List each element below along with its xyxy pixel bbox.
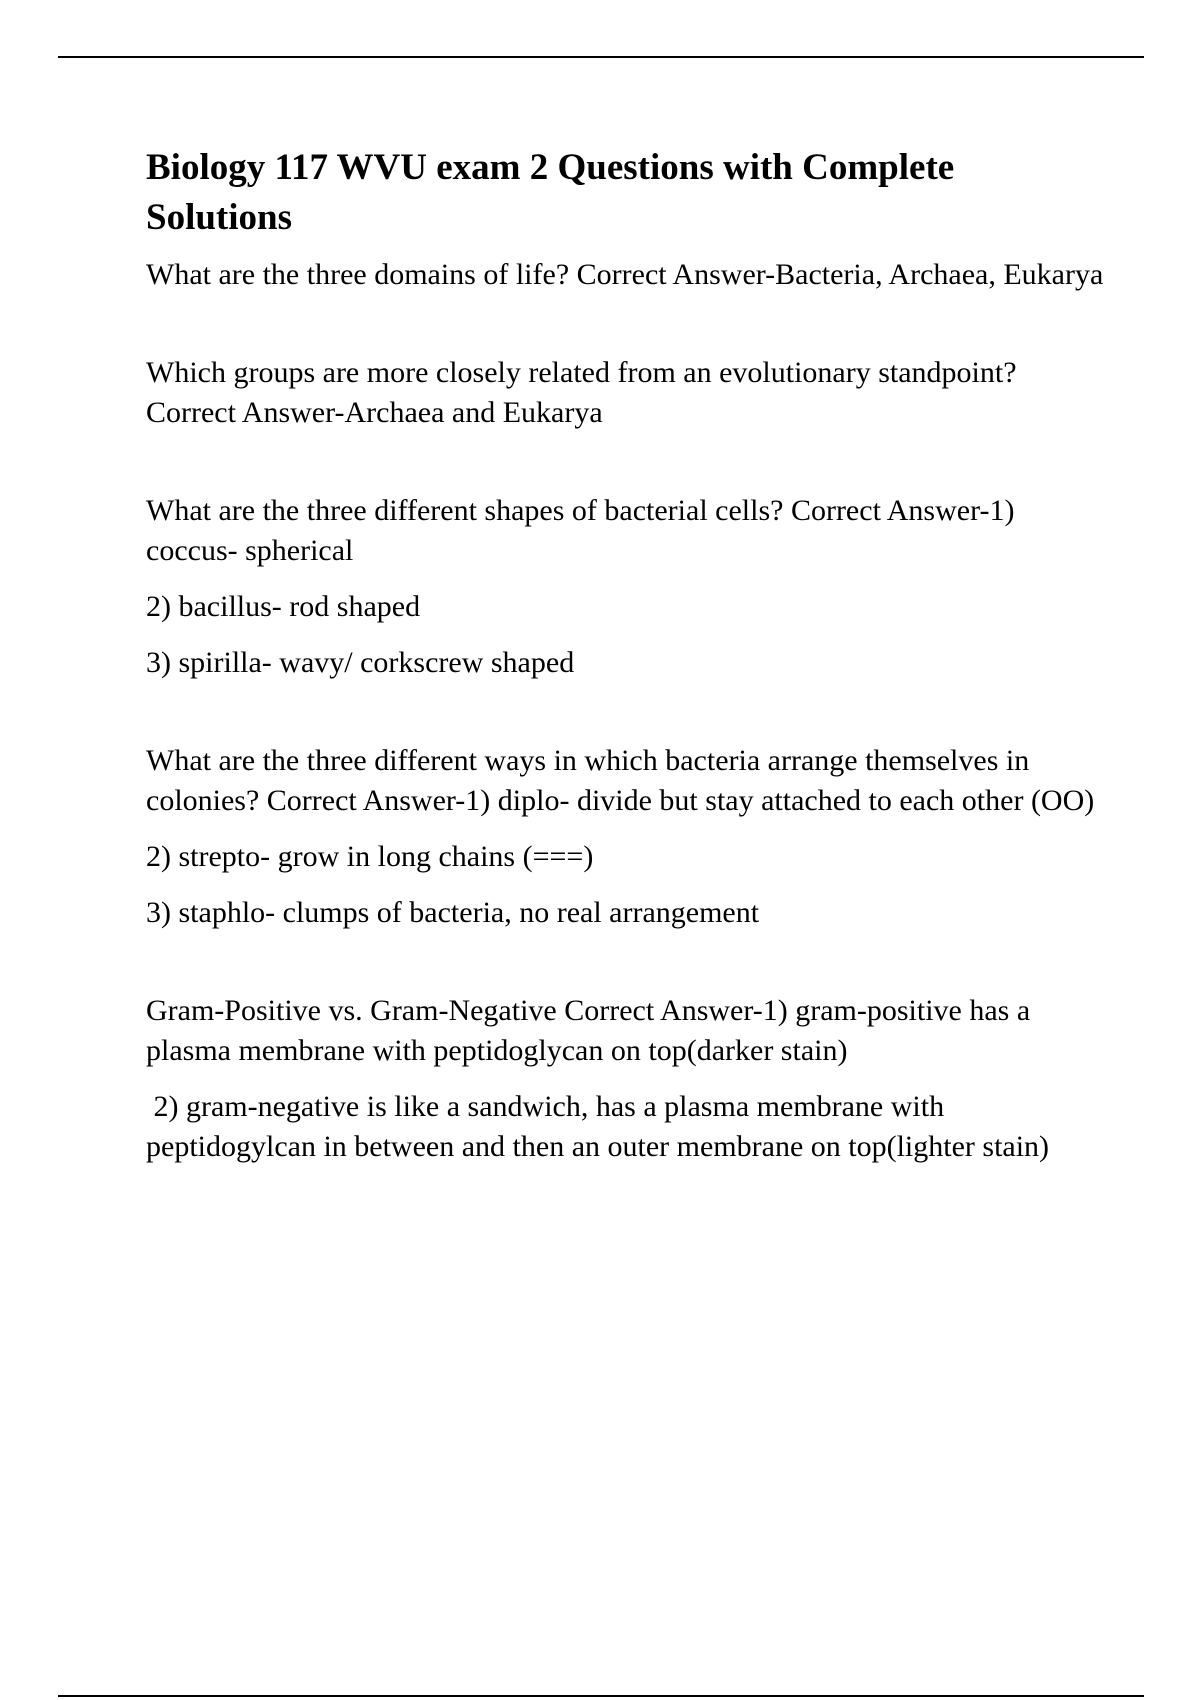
document-body bbox=[146, 143, 1106, 1225]
bottom-rule bbox=[58, 1695, 1144, 1697]
qa-item-domains bbox=[146, 255, 1106, 295]
qa-text: Gram-Positive vs. Gram-Negative Correct Answer-1) gram-positive has a plasma membrane with peptidoglycan on top(darker stain) bbox=[146, 994, 1031, 1067]
qa-text: 3) spirilla- wavy/ corkscrew shaped bbox=[146, 646, 575, 679]
qa-text: What are the three different ways in which bacteria arrange themselves in colonies? Correct Answer-1) diplo- divide but stay attached to each other (OO) bbox=[146, 744, 1095, 817]
qa-text: What are the three domains of life? Correct Answer-Bacteria, Archaea, Eukarya bbox=[146, 258, 1104, 291]
qa-text: 2) bacillus- rod shaped bbox=[146, 590, 421, 623]
qa-item-colony-arrangements bbox=[146, 741, 1106, 933]
qa-item-related-groups bbox=[146, 353, 1106, 433]
qa-text: Which groups are more closely related from an evolutionary standpoint? Correct Answer-Archaea and Eukarya bbox=[146, 356, 1017, 429]
qa-text: 2) gram-negative is like a sandwich, has a plasma membrane with peptidogylcan in between and then an outer membrane on top(lighter stain) bbox=[146, 1090, 1050, 1163]
qa-item-gram-stain bbox=[146, 991, 1106, 1167]
document-title: Biology 117 WVU exam 2 Questions with Complete Solutions bbox=[146, 147, 955, 238]
top-rule bbox=[58, 56, 1144, 58]
qa-item-cell-shapes bbox=[146, 491, 1106, 683]
qa-text: 3) staphlo- clumps of bacteria, no real arrangement bbox=[146, 896, 760, 929]
qa-text: What are the three different shapes of bacterial cells? Correct Answer-1) coccus- spherical bbox=[146, 494, 1015, 567]
qa-text: 2) strepto- grow in long chains (===) bbox=[146, 840, 594, 873]
